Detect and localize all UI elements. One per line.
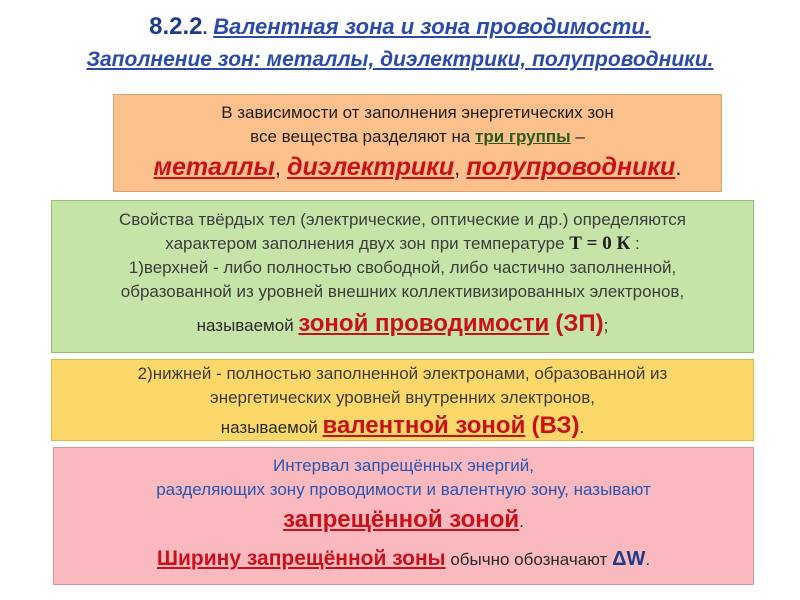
metals-term: металлы	[153, 153, 275, 181]
groups-box	[113, 94, 722, 192]
conduction-line-2-prefix: характером заполнения двух зон при температуре	[165, 234, 570, 253]
groups-line-2-suffix: –	[570, 127, 585, 146]
conduction-line-4: образованной из уровней внешних коллективизированных электронов,	[120, 282, 685, 301]
valence-line-3-prefix: называемой	[220, 418, 323, 437]
groups-line-2-prefix: все вещества разделяют на	[250, 127, 476, 146]
valence-line-3-end: .	[579, 418, 585, 437]
band-gap-line-2: разделяющих зону проводимости и валентную зону, называют	[156, 480, 651, 499]
section-number: 8.2.2	[149, 13, 203, 40]
band-gap-line-3	[54, 502, 753, 540]
dielectrics-term: диэлектрики	[287, 153, 455, 181]
band-gap-line-4	[54, 540, 753, 578]
band-gap-line-4-end: .	[645, 550, 651, 569]
band-gap-line-3-end: .	[519, 512, 524, 531]
conduction-line-3: 1)верхней - либо полностью свободной, либо частично заполненной,	[128, 258, 677, 277]
valence-line-1: 2)нижней - полностью заполненной электронами, образованной из	[137, 364, 668, 383]
conduction-line-5-prefix: называемой	[196, 316, 299, 335]
groups-line-3	[114, 149, 721, 186]
valence-line-2: энергетических уровней внутренних электронов,	[210, 388, 595, 407]
temperature-value: Т = 0 К	[569, 233, 631, 254]
slide-title	[0, 12, 800, 75]
band-gap-line-1: Интервал запрещённых энергий,	[273, 456, 534, 475]
three-groups-term: три группы	[475, 127, 571, 146]
groups-line-1: В зависимости от заполнения энергетических зон	[221, 103, 614, 122]
conduction-band-term: зоной проводимости	[298, 310, 550, 337]
title-subheading: Заполнение зон: металлы, диэлектрики, полупроводники.	[86, 48, 714, 71]
band-gap-box	[53, 447, 754, 585]
band-gap-line-4-mid: обычно обозначают	[445, 550, 613, 569]
valence-band-box	[51, 359, 754, 441]
valence-line-3	[52, 410, 753, 444]
band-gap-width-term: Ширину запрещённой зоны	[156, 547, 446, 570]
section-dot: .	[202, 18, 208, 38]
conduction-line-2-suffix: :	[630, 234, 640, 253]
conduction-band-box	[51, 200, 754, 353]
band-gap-term: запрещённой зоной	[283, 506, 520, 533]
semiconductors-term: полупроводники	[466, 153, 676, 181]
conduction-band-abbr: (ЗП)	[555, 310, 604, 337]
title-heading: Валентная зона и зона проводимости.	[213, 14, 651, 39]
delta-w-symbol: ΔW	[612, 548, 646, 570]
groups-sep-1: ,	[274, 155, 288, 180]
conduction-line-2	[52, 232, 753, 256]
conduction-line-1: Свойства твёрдых тел (электрические, оптические и др.) определяются	[119, 210, 686, 229]
conduction-line-5	[52, 306, 753, 344]
valence-band-term: валентной зоной	[322, 412, 526, 439]
groups-sep-2: ,	[454, 155, 467, 180]
valence-band-abbr: (ВЗ)	[531, 412, 580, 439]
title-line-1	[0, 12, 800, 43]
groups-end: .	[675, 155, 682, 180]
conduction-line-5-end: ;	[603, 316, 609, 335]
groups-line-2	[114, 125, 721, 149]
